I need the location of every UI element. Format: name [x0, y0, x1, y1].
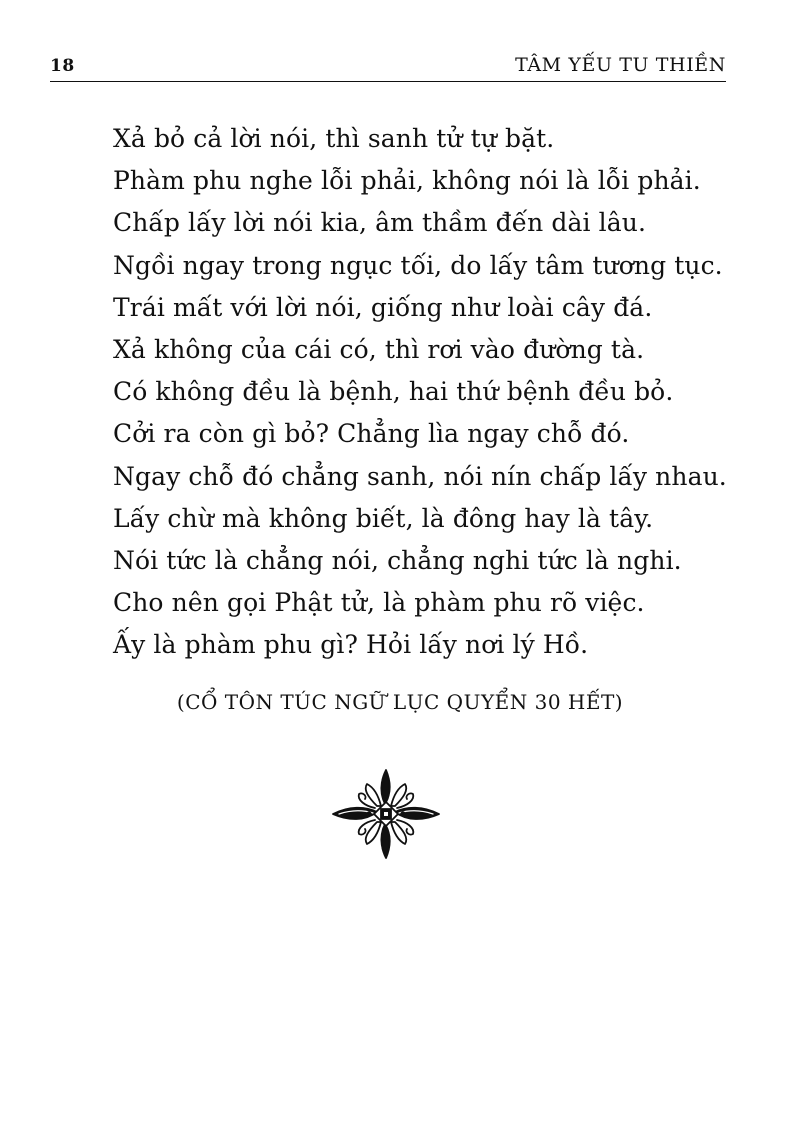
header-divider	[50, 81, 726, 82]
verse-line: Cởi ra còn gì bỏ? Chẳng lìa ngay chỗ đó.	[113, 419, 630, 449]
verse-line: Chấp lấy lời nói kia, âm thầm đến dài lâu.	[113, 208, 647, 238]
verse-line: Xả bỏ cả lời nói, thì sanh tử tự bặt.	[113, 124, 555, 153]
verse-line: Lấy chừ mà không biết, là đông hay là tây.	[113, 503, 654, 533]
verse-line: Phàm phu nghe lỗi phải, không nói là lỗi phải.	[113, 166, 701, 196]
page-number: 18	[50, 56, 75, 76]
page-header	[50, 48, 726, 82]
verse-line: Nói tức là chẳng nói, chẳng nghi tức là nghi.	[113, 546, 682, 576]
verse-line: Ấy là phàm phu gì? Hỏi lấy nơi lý Hồ.	[113, 630, 589, 660]
verse-line: Cho nên gọi Phật tử, là phàm phu rõ việc.	[113, 588, 645, 618]
colophon: (CỔ TÔN TÚC NGỮ LỤC QUYỂN 30 HẾT)	[176, 690, 624, 714]
verse-line: Xả không của cái có, thì rơi vào đường tà.	[113, 335, 645, 365]
verse-line: Ngồi ngay trong ngục tối, do lấy tâm tương tục.	[113, 250, 723, 280]
verse-line: Ngay chỗ đó chẳng sanh, nói nín chấp lấy nhau.	[113, 461, 727, 491]
floral-ornament-icon	[331, 768, 441, 860]
running-title: TÂM YẾU TU THIỀN	[515, 54, 726, 76]
verse-line: Có không đều là bệnh, hai thứ bệnh đều bỏ.	[113, 377, 674, 407]
verse-list	[113, 118, 753, 667]
verse-line: Trái mất với lời nói, giống như loài cây đá.	[113, 292, 653, 322]
